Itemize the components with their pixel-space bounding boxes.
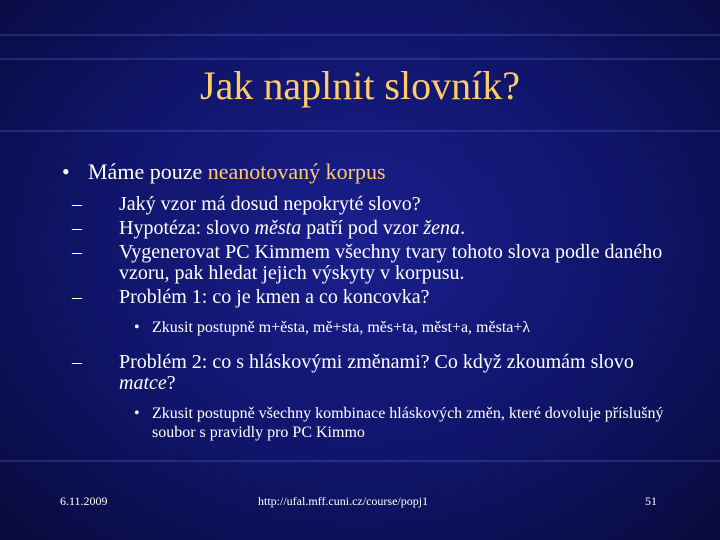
dash-marker: – [72,241,82,263]
footer-date: 6.11.2009 [60,494,108,508]
sub-bullet-5 [62,352,682,394]
sub-bullet-2-middle: patří pod vzor [301,217,424,239]
sub-bullet-1-text: Jaký vzor má dosud nepokryté slovo? [119,193,421,215]
sub-bullet-2-suffix: . [460,217,466,239]
bullet-main-highlight: neanotovaný korpus [207,159,386,184]
decor-streak [0,130,720,132]
dash-marker: – [72,351,82,373]
sub-bullet-2 [62,218,682,239]
dash-marker: – [72,286,82,308]
sub-bullet-5-word: matce [119,372,167,394]
sub-bullet-2-word1: města [254,217,302,239]
decor-streak [0,58,720,60]
bullet-marker: • [62,159,70,184]
dash-marker: – [72,217,82,239]
bullet-marker: • [134,405,140,422]
footer-page-number: 51 [645,494,657,508]
sub-bullet-4-text: Problém 1: co je kmen a co koncovka? [119,286,430,308]
decor-streak [0,460,720,462]
bullet-main [62,158,682,186]
sub-bullet-3 [62,242,682,284]
sub-sub-bullet-1-text: Zkusit postupně m+ěsta, mě+sta, měs+ta, měst+a, města+λ [152,319,531,336]
sub-bullet-2-word2: žena [423,217,461,239]
sub-sub-bullet-1 [62,318,682,337]
sub-bullet-3-text: Vygenerovat PC Kimmem všechny tvary tohoto slova podle daného vzoru, pak hledat jejich výskyty v korpusu. [119,241,663,284]
sub-sub-bullet-2 [62,404,682,442]
dash-marker: – [72,193,82,215]
slide-content [62,158,682,457]
slide-title: Jak naplnit slovník? [200,63,520,108]
sub-bullet-4 [62,287,682,308]
sub-bullet-1 [62,194,682,215]
sub-bullet-5-suffix: ? [166,372,176,394]
decor-streak [0,34,720,36]
footer-url: http://ufal.mff.cuni.cz/course/popj1 [258,494,429,508]
sub-bullet-2-prefix: Hypotéza: slovo [119,217,255,239]
sub-sub-bullet-2-text: Zkusit postupně všechny kombinace hláskových změn, které dovoluje příslušný soubor s pravidly pro PC Kimmo [152,405,664,441]
sub-bullet-5-prefix: Problém 2: co s hláskovými změnami? Co když zkoumám slovo [119,351,634,373]
bullet-main-text: Máme pouze [88,159,208,184]
bullet-marker: • [134,319,140,336]
